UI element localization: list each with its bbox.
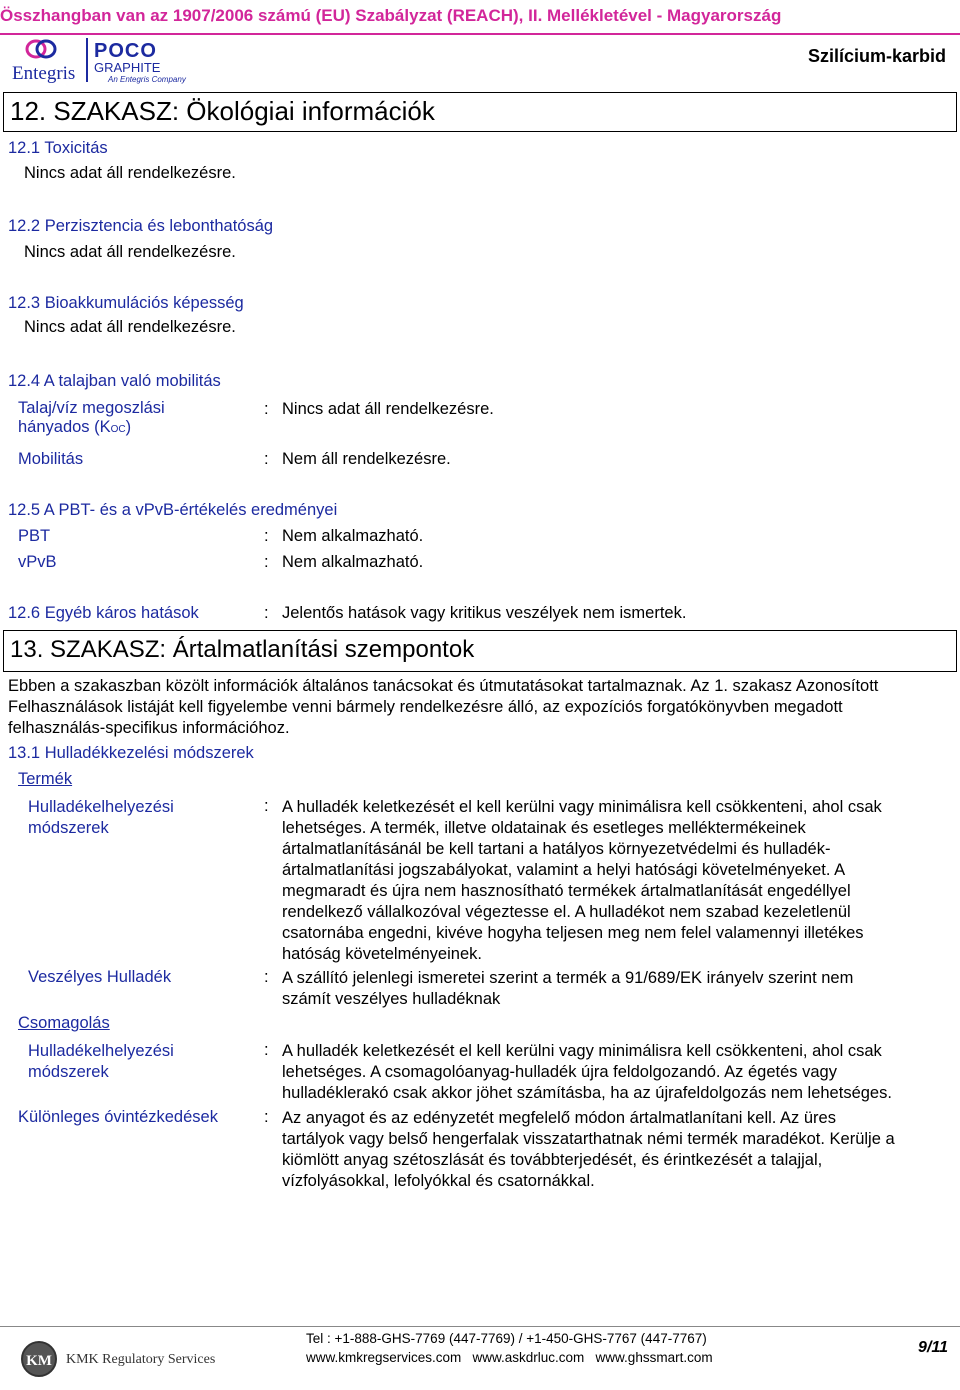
special-label: Különleges óvintézkedések (18, 1108, 218, 1126)
disposal-label-line2: módszerek (28, 819, 109, 837)
hazardous-label: Veszélyes Hulladék (28, 968, 172, 986)
entegris-logo (12, 38, 78, 84)
pack-label-line1: Hulladékelhelyezési (28, 1042, 174, 1060)
koc-label-line2: hányados (K (18, 418, 111, 436)
pbt-label: PBT (18, 527, 51, 545)
s123-text: Nincs adat áll rendelkezésre. (24, 318, 236, 336)
pack-line: lehetséges. A csomagolóanyag-hulladék újra feldolgozandó. Az égetés vagy (282, 1063, 837, 1081)
footer-phone: Tel : +1-888-GHS-7769 (447-7769) / +1-450-GHS-7767 (447-7767) (306, 1331, 707, 1346)
koc-label-sub: OC (110, 424, 126, 435)
footer-divider (0, 1326, 960, 1327)
intro-line: Ebben a szakaszban közölt információk általános tanácsokat és útmutatásokat tartalmaznak. Az 1. szakasz Azonosított (8, 677, 879, 695)
s122-title: 12.2 Perzisztencia és lebonthatóság (8, 217, 274, 235)
special-line: vízfolyásokkal, lefolyókkal és csatornákkal. (282, 1172, 595, 1190)
vpvb-value: Nem alkalmazható. (282, 553, 424, 571)
product-heading: Termék (18, 770, 73, 788)
disposal-line: A hulladék keletkezését el kell kerülni vagy minimálisra kell csökkenteni, ahol csak (282, 798, 882, 816)
koc-value: Nincs adat áll rendelkezésre. (282, 400, 494, 418)
pack-label (28, 1041, 174, 1083)
special-line: Az anyagot és az edényzetét megfelelő módon ártalmatlanítani kell. Az üres (282, 1109, 836, 1127)
special-line: tartályok vagy belső hengerfalak visszatarthatnak némi termék maradékot. Kerülje a (282, 1130, 895, 1148)
header-divider (0, 33, 960, 35)
disposal-line: ártalmatlanításánál be kell tartani a hatályos környezetvédelmi és hulladék- (282, 840, 831, 858)
section12-title: 12. SZAKASZ: Ökológiai információk (10, 96, 435, 126)
section12-title-box (3, 92, 957, 132)
pack-text (282, 1041, 952, 1104)
colon: : (264, 1041, 269, 1059)
poco-tagline: An Entegris Company (108, 75, 186, 84)
special-line: kiömlött anyag szétoszlását és továbbterjedését, és érintkezését a talajjal, (282, 1151, 823, 1169)
s123-title: 12.3 Bioakkumulációs képesség (8, 294, 244, 312)
disposal-line: lehetséges. A termék, illetve oldatainak és esetleges melléktermékeinek (282, 819, 806, 837)
hazardous-line: A szállító jelenlegi ismeretei szerint a termék a 91/689/EK irányelv szerint nem (282, 969, 854, 987)
s122-text: Nincs adat áll rendelkezésre. (24, 243, 236, 261)
logo-divider (86, 38, 88, 82)
pack-label-line2: módszerek (28, 1063, 109, 1081)
disposal-line: ártalmatlanítási jogszabályokat, valamint a helyi hatósági követelményeket. A (282, 861, 846, 879)
kmk-company-name: KMK Regulatory Services (66, 1352, 216, 1367)
special-text (282, 1108, 952, 1192)
colon: : (264, 450, 269, 468)
colon: : (264, 400, 269, 418)
disposal-line: megmaradt és újra nem hasznosítható termékek ártalmatlanítását engedéllyel (282, 882, 851, 900)
disposal-line: hatóság követelményeinek. (282, 945, 482, 963)
s126-title: 12.6 Egyéb káros hatások (8, 604, 199, 622)
mobility-value: Nem áll rendelkezésre. (282, 450, 451, 468)
pack-line: A hulladék keletkezését el kell kerülni vagy minimálisra kell csökkenteni, ahol csak (282, 1042, 882, 1060)
pbt-value: Nem alkalmazható. (282, 527, 424, 545)
s126-value: Jelentős hatások vagy kritikus veszélyek nem ismertek. (282, 604, 687, 622)
disposal-line: rendelkező vállalkozóval végeztesse el. A hulladékot nem szabad kezeletlenül (282, 903, 851, 921)
footer-websites[interactable]: www.kmkregservices.com www.askdrluc.com www.ghssmart.com (306, 1350, 713, 1365)
product-name: Szilícium-karbid (807, 46, 946, 66)
koc-label-line1: Talaj/víz megoszlási (18, 399, 165, 417)
colon: : (264, 527, 269, 545)
s131-title: 13.1 Hulladékkezelési módszerek (8, 744, 254, 762)
disposal-line: csatornába engedni, kivéve hogyha teljesen meg nem felel valamennyi illetékes (282, 924, 864, 942)
intro-line: Felhasználások listáját kell figyelembe venni bármely rendelkezésre álló, az expozíciós forgatókönyvben megadott (8, 698, 843, 716)
packaging-heading: Csomagolás (18, 1014, 110, 1032)
disposal-label (28, 797, 174, 839)
intro-line: felhasználás-specifikus információhoz. (8, 719, 290, 737)
poco-graphite-text: GRAPHITE (94, 60, 161, 75)
pack-line: hulladéklerakó csak akkor jöhet számításba, ha az újrafeldolgozás nem lehetséges. (282, 1084, 892, 1102)
poco-logo (94, 42, 186, 85)
colon: : (264, 553, 269, 571)
colon: : (264, 968, 269, 986)
poco-logo-text: POCO (94, 40, 157, 62)
section13-title-box (3, 630, 957, 672)
s124-title: 12.4 A talajban való mobilitás (8, 372, 221, 390)
hazardous-text (282, 968, 952, 1010)
svg-text:KM: KM (26, 1353, 52, 1369)
section13-intro (8, 676, 953, 739)
colon: : (264, 797, 269, 815)
vpvb-label: vPvB (18, 553, 57, 571)
disposal-label-line1: Hulladékelhelyezési (28, 798, 174, 816)
disposal-text (282, 797, 952, 965)
koc-label (18, 399, 165, 437)
s121-title: 12.1 Toxicitás (8, 139, 108, 157)
mobility-label: Mobilitás (18, 450, 84, 468)
s125-title: 12.5 A PBT- és a vPvB-értékelés eredményei (8, 501, 338, 519)
koc-label-end: ) (125, 418, 132, 436)
section13-title: 13. SZAKASZ: Ártalmatlanítási szempontok (10, 636, 475, 663)
entegris-logo-text: Entegris (12, 63, 76, 84)
hazardous-line: számít veszélyes hulladéknak (282, 990, 501, 1008)
colon: : (264, 604, 269, 622)
regulation-header: Összhangban van az 1907/2006 számú (EU) Szabályzat (REACH), II. Mellékletével - Magyarország (0, 6, 782, 25)
page-number: 9/11 (918, 1339, 948, 1356)
kmk-logo-icon (20, 1340, 58, 1378)
colon: : (264, 1108, 269, 1126)
s121-text: Nincs adat áll rendelkezésre. (24, 164, 236, 182)
entegris-logo-icon (12, 38, 78, 60)
